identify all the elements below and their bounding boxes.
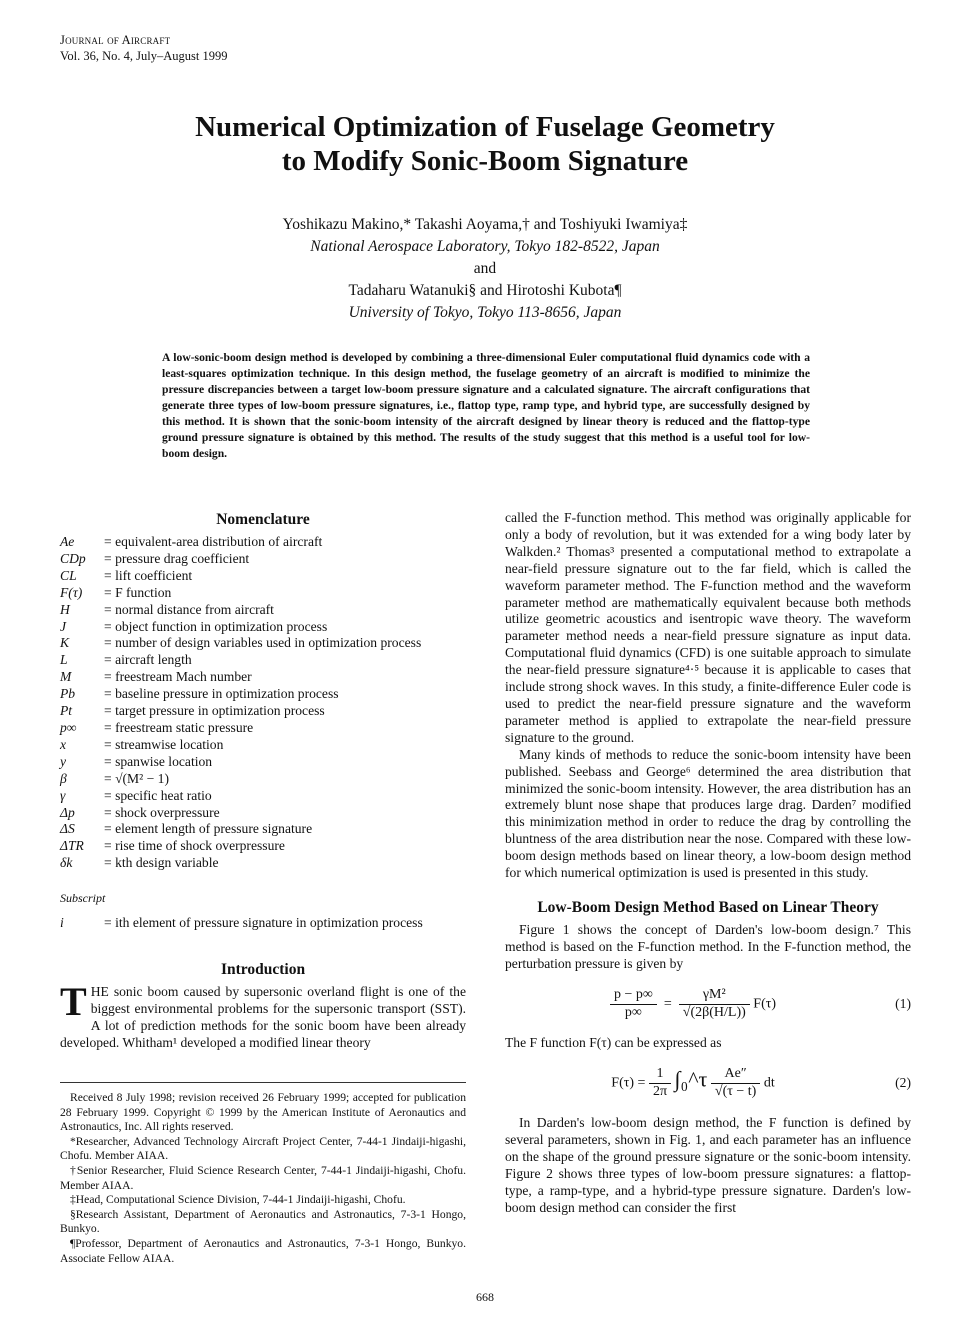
journal-issue: Vol. 36, No. 4, July–August 1999 — [60, 49, 228, 63]
eq2-tail: dt — [763, 1076, 775, 1091]
footnote-1: *Researcher, Advanced Technology Aircraft Project Center, 7-44-1 Jindaiji-higashi, Chofu. Member AIAA. — [60, 1134, 466, 1163]
right-paragraph-3: Figure 1 shows the concept of Darden's low-boom design.⁷ This method is based on the F-function method. In the F-function method, the perturbation pressure is given by — [505, 921, 911, 971]
eq1-tail: F(τ) — [753, 996, 777, 1012]
nomenclature-row — [60, 602, 466, 619]
eq2-integral: ∫₀^τ — [674, 1067, 708, 1092]
eq2-label: (2) — [895, 1075, 911, 1091]
nomenclature-symbol: δk — [60, 855, 73, 871]
eq1-rhs-den: √(2β(H/L)) — [682, 1004, 746, 1020]
eq2-num: 1 — [649, 1066, 671, 1084]
eq1-lhs-den: p∞ — [624, 1004, 642, 1020]
footnote-5: ¶Professor, Department of Aeronautics and Astronautics, 7-3-1 Hongo, Bunkyo. Associate Fellow AIAA. — [60, 1236, 466, 1265]
nomenclature-definition: = object function in optimization process — [104, 618, 328, 634]
right-paragraph-2: Many kinds of methods to reduce the sonic-boom intensity have been published. Seebass and George⁶ determined the area distribution that minimized the sonic-boom intensity. However, the area distribution has an extremely blunt nose shape that produces large drag. Darden⁷ modified this minimization method in order to reduce the drag by controlling the bluntness of the area distribution near the nose. Compared with these low-boom design methods based on linear theory, a low-boom design method for which numerical optimization is used is presented in this study. — [505, 746, 911, 881]
nomenclature-symbol: ΔS — [60, 821, 75, 837]
introduction-text: HE sonic boom caused by supersonic overland flight is one of the biggest environmental problems for the supersonic transport (SST). A lot of prediction methods for the sonic boom have been already developed. Whitham¹ developed a modified linear theory — [60, 983, 466, 1050]
nomenclature-symbol: Pt — [60, 703, 73, 719]
nomenclature-definition: = baseline pressure in optimization process — [104, 686, 339, 702]
title-line-1: Numerical Optimization of Fuselage Geometry — [195, 111, 775, 143]
eq1-rhs-fraction — [679, 987, 750, 1022]
nomenclature-heading: Nomenclature — [216, 511, 310, 528]
nomenclature-row — [60, 720, 466, 737]
subscript-heading: Subscript — [60, 891, 106, 906]
title-line-2: to Modify Sonic-Boom Signature — [281, 145, 689, 177]
nomenclature-definition: = kth design variable — [104, 855, 219, 871]
eq1-rhs-num: γM² — [679, 987, 750, 1005]
nomenclature-row — [60, 669, 466, 686]
right-paragraph-4: The F function F(τ) can be expressed as — [505, 1035, 722, 1051]
nomenclature-row — [60, 568, 466, 585]
footnote-2: †Senior Researcher, Fluid Science Research Center, 7-44-1 Jindaiji-higashi, Chofu. Member AIAA. — [60, 1163, 466, 1192]
nomenclature-row — [60, 805, 466, 822]
nomenclature-symbol: β — [60, 770, 67, 786]
right-paragraph-1: called the F-function method. This method was originally applicable for only a body of revolution, but it was extended for a wing body later by Walkden.² Thomas³ presented a computational method to extrapolate a near-field pressure signature out to the far field, which is called the waveform parameter method. The F-function method and the waveform parameter method are mathematically equivalent because both methods utilize geometric acoustics and isentropic wave theory. The waveform parameter method needs a near-field pressure signature as input data. Computational fluid dynamics (CFD) is one suitable approach to simulate the near-field pressure signature⁴·⁵ because it is applicable to cases that include strong shock waves. In this study, a finite-difference Euler code is used to predict the near-field pressure signature and the waveform parameter method is applied to extrapolate the near-field pressure signature to the ground. — [505, 510, 911, 745]
nomenclature-definition: = equivalent-area distribution of aircraft — [104, 534, 323, 549]
dropcap: T — [60, 978, 87, 1024]
page-number: 668 — [476, 1290, 494, 1304]
nomenclature-row — [60, 821, 466, 838]
nomenclature-symbol: Ae — [60, 534, 75, 549]
nomenclature-symbol: p∞ — [60, 719, 77, 735]
nomenclature-definition: = specific heat ratio — [104, 787, 212, 803]
nomenclature-definition: = √(M² − 1) — [104, 770, 170, 786]
nomenclature-symbol: Pb — [60, 686, 76, 702]
abstract: A low-sonic-boom design method is developed by combining a three-dimensional Euler computational fluid dynamics code with a least-squares optimization technique. In this design method, the fuselage geometry of an aircraft is modified to minimize the pressure discrepancies between a target low-boom pressure signature and a calculated signature. The aircraft configurations that generate three types of low-boom pressure signatures, i.e., flattop type, ramp type, and hybrid type, are successfully designed by this method. It is shown that the sonic-boom intensity of the aircraft designed by linear theory is reduced and the flattop-type ground pressure signature is obtained by this method. The results of the study suggest that this method is a useful tool for low-boom design. — [162, 351, 810, 460]
introduction-heading: Introduction — [220, 960, 306, 978]
nomenclature-definition: = target pressure in optimization process — [104, 703, 325, 719]
nomenclature-symbol: y — [60, 753, 67, 769]
nomenclature-symbol: F(τ) — [60, 584, 83, 600]
footnote-received: Received 8 July 1998; revision received 26 February 1999; accepted for publication 28 February 1999. Copyright © 1999 by the American Institute of Aeronautics and Astronautics, Inc. All rights reserved. — [60, 1091, 466, 1134]
author-and: and — [473, 260, 497, 277]
nomenclature-row — [60, 652, 466, 669]
nomenclature-symbol: γ — [60, 787, 66, 803]
nomenclature-definition: = rise time of shock overpressure — [104, 838, 285, 854]
eq1-lhs-num: p − p∞ — [610, 987, 657, 1005]
nomenclature-definition: = aircraft length — [104, 652, 192, 668]
introduction-paragraph — [60, 978, 466, 1052]
eq2-integrand — [711, 1066, 760, 1101]
nomenclature-definition: = F function — [104, 584, 172, 600]
nomenclature-row — [60, 551, 466, 568]
nomenclature-symbol: J — [60, 618, 67, 634]
nomenclature-definition: = spanwise location — [104, 753, 213, 769]
subscript-row — [60, 915, 466, 932]
footnotes — [60, 1082, 466, 1266]
nomenclature-row — [60, 838, 466, 855]
equation-1: $\frac{p - p\infty}{p\infty}$ = $\frac{\text{γM²}}{√(2\beta(H/L))}$ F(τ) (1) — [505, 987, 911, 1022]
nomenclature-symbol: CDp — [60, 550, 86, 566]
nomenclature-row — [60, 855, 466, 872]
nomenclature-definition: = streamwise location — [104, 736, 224, 752]
nomenclature-symbol: Δp — [60, 804, 75, 820]
nomenclature-symbol: H — [60, 601, 70, 617]
eq1-label: (1) — [895, 995, 911, 1011]
nomenclature-symbol: ΔTR — [60, 838, 84, 854]
eq2-fraction — [649, 1066, 671, 1101]
nomenclature-symbol: K — [60, 635, 70, 651]
affiliation-2: University of Tokyo, Tokyo 113-8656, Japan — [348, 304, 622, 321]
nomenclature-definition: = lift coefficient — [104, 567, 193, 583]
eq2-den: 2π — [652, 1084, 668, 1100]
nomenclature-definition: = pressure drag coefficient — [104, 550, 250, 566]
author-group-2: Tadaharu Watanuki§ and Hirotoshi Kubota¶ — [348, 282, 622, 299]
paper-title — [0, 110, 970, 178]
nomenclature-symbol: M — [60, 669, 72, 685]
subscript-symbol: i — [60, 915, 64, 931]
eq2-lhs: F(τ) = — [611, 1076, 646, 1091]
nomenclature-row — [60, 585, 466, 602]
author-block — [0, 214, 970, 324]
eq1-lhs-fraction — [610, 987, 657, 1022]
nomenclature-row — [60, 619, 466, 636]
section-heading-linear-theory: Low-Boom Design Method Based on Linear Theory — [537, 898, 879, 916]
equation-2 — [505, 1066, 911, 1101]
journal-name: Journal of Aircraft — [60, 33, 171, 47]
nomenclature-row — [60, 703, 466, 720]
nomenclature-row — [60, 771, 466, 788]
nomenclature-definition: = normal distance from aircraft — [104, 601, 274, 617]
affiliation-1: National Aerospace Laboratory, Tokyo 182-8522, Japan — [310, 238, 660, 255]
nomenclature-definition: = freestream static pressure — [104, 719, 254, 735]
nomenclature-row — [60, 788, 466, 805]
nomenclature-symbol: x — [60, 736, 67, 752]
author-group-1: Yoshikazu Makino,* Takashi Aoyama,† and Toshiyuki Iwamiya‡ — [282, 216, 688, 233]
nomenclature-row — [60, 635, 466, 652]
nomenclature-definition: = element length of pressure signature — [104, 821, 313, 837]
nomenclature-list — [60, 534, 466, 872]
left-column — [60, 510, 466, 1052]
right-paragraph-5: In Darden's low-boom design method, the F function is defined by several parameters, shown in Fig. 1, and each parameter has an influence on the shape of the ground pressure signature or the sonic-boom intensity. Figure 2 shows three types of low-boom pressure signatures: a flattop-type, a ramp-type, and a hybrid-type pressure signature. Darden's low-boom design method can consider the first — [505, 1115, 911, 1215]
nomenclature-symbol: L — [60, 652, 68, 668]
nomenclature-definition: = freestream Mach number — [104, 669, 252, 685]
nomenclature-definition: = shock overpressure — [104, 804, 220, 820]
subscript-definition: = ith element of pressure signature in optimization process — [104, 915, 423, 931]
nomenclature-row — [60, 754, 466, 771]
nomenclature-definition: = number of design variables used in optimization process — [104, 635, 422, 651]
nomenclature-row — [60, 534, 466, 551]
footnote-4: §Research Assistant, Department of Aeronautics and Astronautics, 7-3-1 Hongo, Bunkyo. — [60, 1207, 466, 1236]
nomenclature-row — [60, 737, 466, 754]
eq2-iden: √(τ − t) — [714, 1084, 757, 1100]
nomenclature-symbol: CL — [60, 567, 77, 583]
journal-header — [60, 32, 228, 64]
right-column — [505, 510, 911, 1217]
eq2-inum: Ae″ — [711, 1066, 760, 1084]
nomenclature-row — [60, 686, 466, 703]
footnote-3: ‡Head, Computational Science Division, 7-44-1 Jindaiji-higashi, Chofu. — [70, 1193, 406, 1207]
